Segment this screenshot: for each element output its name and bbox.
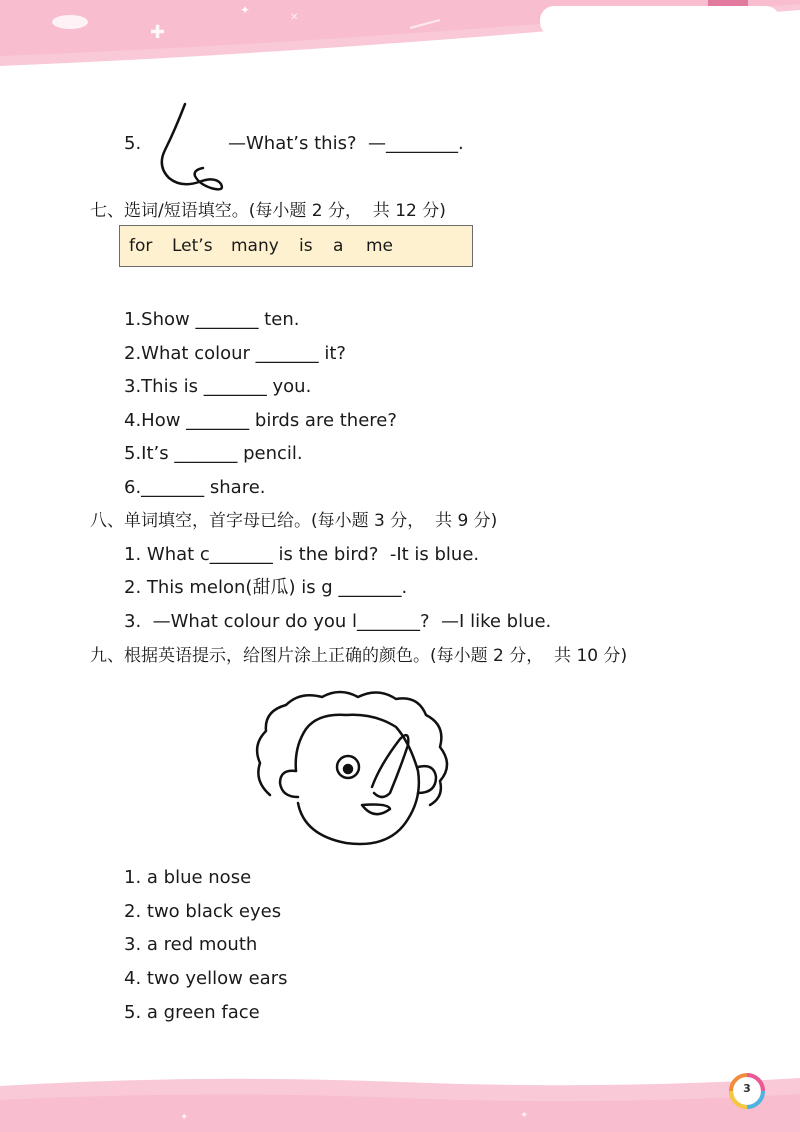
section9-item: 1. a blue nose: [124, 867, 252, 888]
section7-item: 1.Show _______ ten.: [124, 309, 300, 330]
word-bank-word: a: [333, 236, 344, 256]
section8-item: 3. —What colour do you l_______? —I like blue.: [124, 611, 552, 632]
section8-item: 2. This melon(甜瓜) is g _______.: [124, 577, 408, 598]
section7-item: 2.What colour _______ it?: [124, 343, 346, 364]
section7-item: 6._______ share.: [124, 477, 266, 498]
bottom-decorative-banner: [0, 1060, 800, 1132]
section7-heading: 七、选词/短语填空。(每小题 2 分， 共 12 分): [90, 201, 446, 221]
word-bank-box: [119, 225, 473, 267]
word-bank-word: many: [231, 236, 279, 256]
section7-item: 5.It’s _______ pencil.: [124, 443, 303, 464]
word-bank-word: me: [366, 236, 394, 256]
section9-item: 2. two black eyes: [124, 901, 282, 922]
page-number-badge: [729, 1073, 765, 1109]
svg-text:✦: ✦: [240, 3, 251, 17]
section7-item: 4.How _______ birds are there?: [124, 410, 397, 431]
question-number: 5.: [124, 133, 142, 154]
face-drawing: [250, 685, 460, 850]
section9-heading: 九、根据英语提示，给图片涂上正确的颜色。(每小题 2 分， 共 10 分): [90, 646, 628, 666]
word-bank-word: for: [129, 236, 153, 256]
nose-question: —What’s this? —________.: [228, 133, 464, 154]
svg-text:✦: ✦: [520, 1110, 529, 1121]
word-bank-word: is: [299, 236, 313, 256]
section9-item: 3. a red mouth: [124, 934, 258, 955]
svg-text:✚: ✚: [150, 22, 166, 43]
section9-item: 4. two yellow ears: [124, 968, 288, 989]
page-number: 3: [743, 1082, 751, 1095]
svg-text:✕: ✕: [290, 12, 299, 23]
word-bank-word: Let’s: [172, 236, 213, 256]
nose-drawing: [155, 100, 227, 192]
svg-text:✦: ✦: [180, 1112, 189, 1123]
section8-heading: 八、单词填空，首字母已给。(每小题 3 分， 共 9 分): [90, 511, 498, 531]
section8-item: 1. What c_______ is the bird? -It is blue.: [124, 544, 480, 565]
section9-item: 5. a green face: [124, 1002, 260, 1023]
top-decorative-banner: [0, 0, 800, 70]
section7-item: 3.This is _______ you.: [124, 376, 312, 397]
